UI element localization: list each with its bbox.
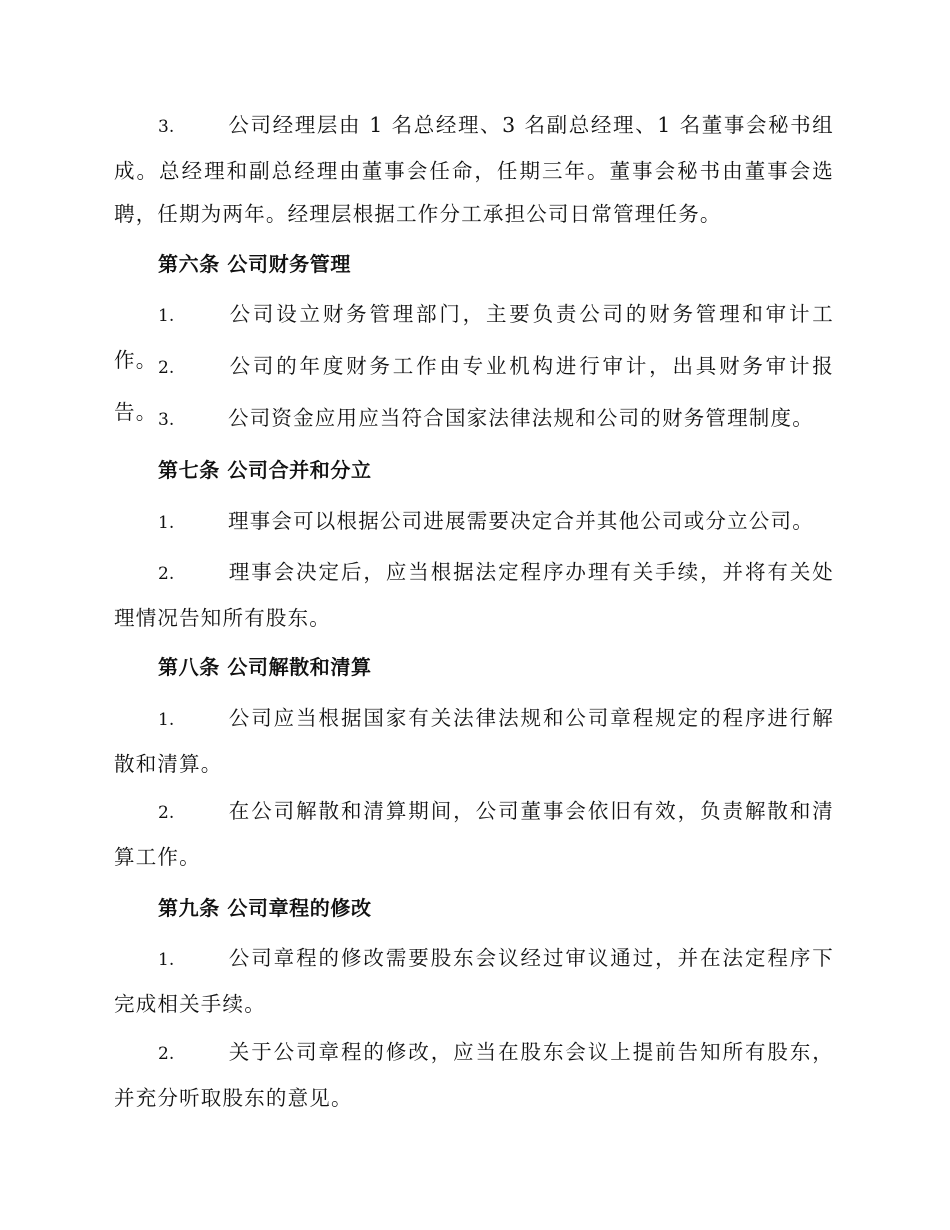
article6-item-3 [114,397,834,443]
item-text: 关于公司章程的修改，应当在股东会议上提前告知所有股东，并充分听取股东的意见。 [114,1040,834,1110]
item-text: 在公司解散和清算期间，公司董事会依旧有效，负责解散和清算工作。 [114,799,834,869]
article6-heading: 第六条 公司财务管理 [158,252,351,276]
item-number: 1. [158,513,175,533]
item-number: 1. [158,306,175,326]
item-text: 公司经理层由 1 名总经理、3 名副总经理、1 名董事会秘书组成。总经理和副总经理由董事会任命，任期三年。董事会秘书由董事会选聘，任期为两年。经理层根据工作分工承担公司日常管理任务。 [114,113,834,226]
item-number: 2. [158,1044,175,1064]
article9-heading: 第九条 公司章程的修改 [158,896,372,920]
item-text: 公司设立财务管理部门，主要负责公司的财务管理和审计工作。 [114,302,834,372]
item-number: 2. [158,803,175,823]
item-text: 公司章程的修改需要股东会议经过审议通过，并在法定程序下完成相关手续。 [114,946,834,1016]
article7-item-2 [114,551,834,640]
item-text: 理事会决定后，应当根据法定程序办理有关手续，并将有关处理情况告知所有股东。 [114,560,834,630]
item-number: 2. [158,564,175,584]
article8-heading: 第八条 公司解散和清算 [158,655,372,679]
article7-item-1 [114,500,834,546]
item-text: 公司资金应用应当符合国家法律法规和公司的财务管理制度。 [228,406,814,430]
item-number: 1. [158,950,175,970]
item-text: 理事会可以根据公司进展需要决定合并其他公司或分立公司。 [228,509,814,533]
item-number: 3. [158,410,175,430]
item-text: 公司的年度财务工作由专业机构进行审计，出具财务审计报告。 [114,354,834,424]
article8-item-2 [114,790,834,879]
article9-item-2 [114,1031,834,1120]
item-number: 3. [158,117,175,137]
item-number: 1. [158,710,175,730]
article8-item-1 [114,697,834,786]
article5-item-3 [114,104,834,237]
article9-item-1 [114,937,834,1026]
article7-heading: 第七条 公司合并和分立 [158,458,372,482]
item-number: 2. [158,358,175,378]
item-text: 公司应当根据国家有关法律法规和公司章程规定的程序进行解散和清算。 [114,706,834,776]
